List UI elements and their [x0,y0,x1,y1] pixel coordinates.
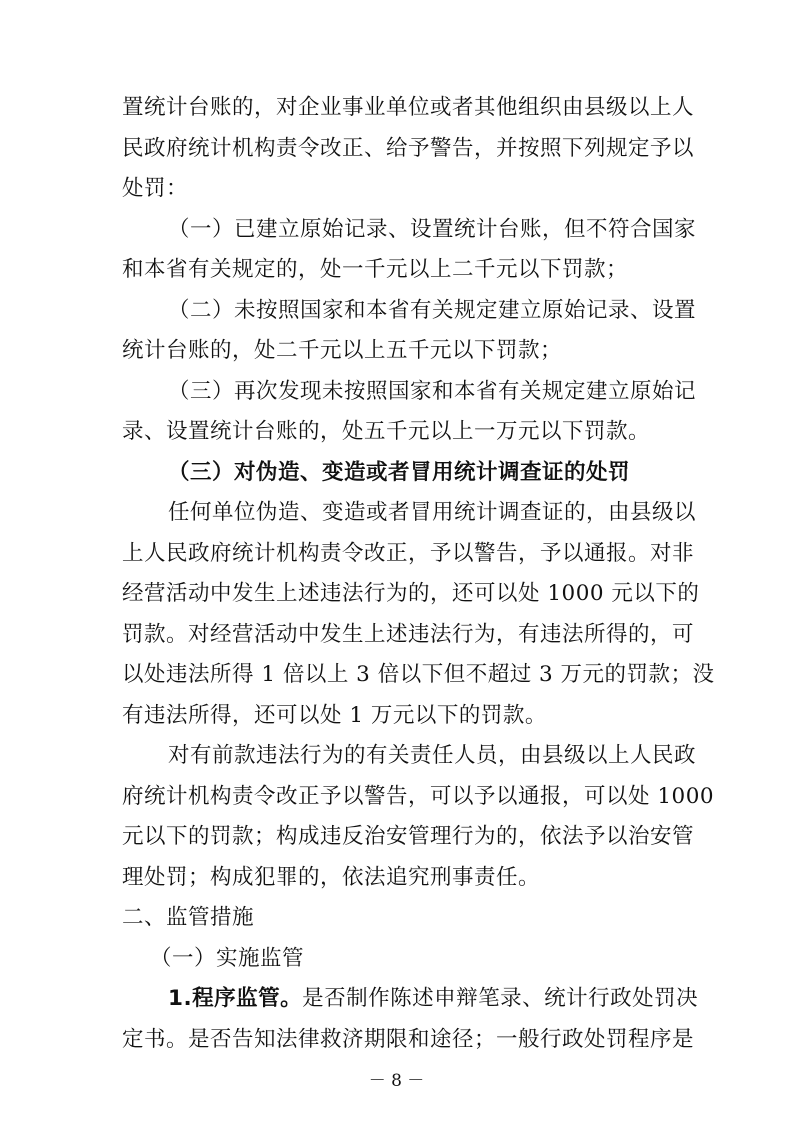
body-line: 任何单位伪造、变造或者冒用统计调查证的，由县级以 [168,500,697,525]
body-line: 府统计机构责令改正予以警告，可以予以通报，可以处 1000 [122,783,715,809]
list-item-line: （三）再次发现未按照国家和本省有关规定建立原始记 [168,378,697,404]
inline-text: 是否制作陈述申辩笔录、统计行政处罚决 [302,986,699,1011]
subsection-heading: （一）实施监管 [150,945,305,971]
body-line: 经营活动中发生上述违法行为的，还可以处 1000 元以下的 [122,581,700,606]
body-line: 上人民政府统计机构责令改正，予以警告，予以通报。对非 [122,540,695,566]
list-item-line: （一）已建立原始记录、设置统计台账，但不符合国家 [168,216,697,242]
body-line: 处罚： [122,176,189,201]
body-line: 定书。是否告知法律救济期限和途径；一般行政处罚程序是 [122,1026,695,1052]
body-line: 罚款。对经营活动中发生上述违法行为，有违法所得的，可 [122,621,695,647]
list-item-line: 统计台账的，处二千元以上五千元以下罚款； [122,338,563,363]
body-line [168,979,699,1019]
body-line: 民政府统计机构责令改正、给予警告，并按照下列规定予以 [122,135,695,161]
body-line: 元以下的罚款；构成违反治安管理行为的，依法予以治安管 [122,824,695,849]
page-number: － 8 － [368,1071,425,1091]
body-line: 理处罚；构成犯罪的，依法追究刑事责任。 [122,864,541,890]
list-item-line: （二）未按照国家和本省有关规定建立原始记录、设置 [168,297,697,323]
section-heading: （三）对伪造、变造或者冒用统计调查证的处罚 [168,459,631,485]
body-line: 对有前款违法行为的有关责任人员，由县级以上人民政 [168,743,697,768]
section-heading-level2: 二、监管措施 [122,905,255,930]
body-line: 有违法所得，还可以处 1 万元以下的罚款。 [122,702,547,728]
body-line: 以处违法所得 1 倍以上 3 倍以下但不超过 3 万元的罚款；没 [122,662,715,687]
body-line: 置统计台账的，对企业事业单位或者其他组织由县级以上人 [122,95,695,120]
list-item-line: 录、设置统计台账的，处五千元以上一万元以下罚款。 [122,419,651,444]
list-item-line: 和本省有关规定的，处一千元以上二千元以下罚款； [122,257,629,282]
inline-bold-label: 1.程序监管。 [168,986,303,1011]
